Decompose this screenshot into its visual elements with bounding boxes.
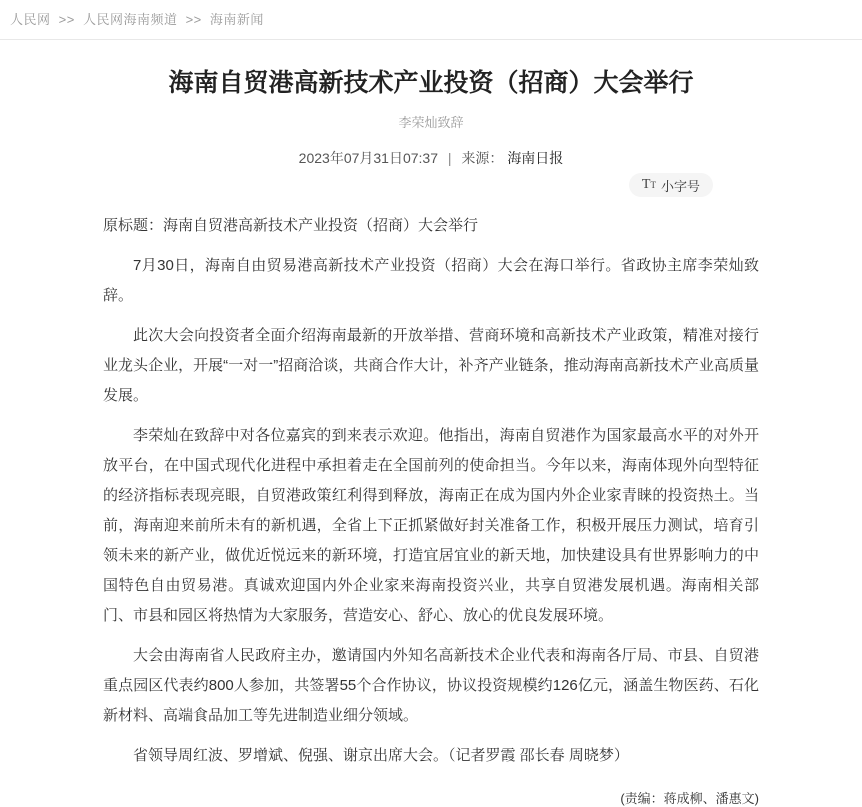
original-title: 原标题：海南自贸港高新技术产业投资（招商）大会举行 <box>103 217 479 234</box>
font-size-button[interactable] <box>629 173 713 197</box>
breadcrumb-separator: >> <box>58 12 75 27</box>
article-toolbar <box>103 173 759 197</box>
dateline <box>103 148 759 168</box>
article-paragraph: 7月30日，海南自由贸易港高新技术产业投资（招商）大会在海口举行。省政协主席李荣灿致辞。 <box>103 257 759 304</box>
article-body <box>103 211 759 771</box>
page-title: 海南自贸港高新技术产业投资（招商）大会举行 <box>168 69 694 97</box>
article-paragraph: 李荣灿在致辞中对各位嘉宾的到来表示欢迎。他指出，海南自贸港作为国家最高水平的对外开放平台，在中国式现代化进程中承担着走在全国前列的使命担当。今年以来，海南体现外向型特征的经济指标表现亮眼，自贸港政策红利得到释放，海南正在成为国内外企业家青睐的投资热土。当前，海南迎来前所未有的新机遇，全省上下正抓紧做好封关准备工作，积极开展压力测试，培育引领未来的新产业，做优近悦远来的新环境，打造宜居宜业的新天地，加快建设具有世界影响力的中国特色自由贸易港。真诚欢迎国内外企业家来海南投资兴业，共享自贸港发展机遇。海南相关部门、市县和园区将热情为大家服务，营造安心、舒心、放心的优良发展环境。 <box>103 427 759 624</box>
source-label: 来源： <box>461 150 504 166</box>
dateline-pipe: | <box>447 150 452 166</box>
breadcrumb-separator: >> <box>185 12 202 27</box>
paragraph-list <box>103 251 759 771</box>
article-paragraph: 省领导周红波、罗增斌、倪强、谢京出席大会。（记者罗霞 邵长春 周晓梦） <box>133 747 629 764</box>
breadcrumb-item-hainan-news[interactable]: 海南新闻 <box>209 12 264 27</box>
article-paragraph: 大会由海南省人民政府主办，邀请国内外知名高新技术企业代表和海南各厅局、市县、自贸港重点园区代表约800人参加，共签署55个合作协议，协议投资规模约126亿元，涵盖生物医药、石化新材料、高端食品加工等先进制造业细分领域。 <box>103 647 759 724</box>
source-link[interactable]: 海南日报 <box>507 150 564 166</box>
breadcrumb <box>0 0 862 39</box>
font-size-icon: T T <box>641 177 656 192</box>
font-size-label: 小字号 <box>660 178 700 194</box>
article <box>103 67 759 807</box>
breadcrumb-item-hainan-channel[interactable]: 人民网海南频道 <box>82 12 178 27</box>
header-divider <box>0 39 862 40</box>
article-paragraph: 此次大会向投资者全面介绍海南最新的开放举措、营商环境和高新技术产业政策，精准对接行业龙头企业，开展“一对一”招商洽谈，共商合作大计，补齐产业链条，推动海南高新技术产业高质量发展。 <box>103 327 759 404</box>
article-subtitle: 李荣灿致辞 <box>398 115 464 130</box>
publish-date: 2023年07月31日07:37 <box>298 150 438 166</box>
breadcrumb-item-home[interactable]: 人民网 <box>10 12 51 27</box>
editors-credit: (责编：蒋成柳、潘惠文) <box>620 791 759 806</box>
